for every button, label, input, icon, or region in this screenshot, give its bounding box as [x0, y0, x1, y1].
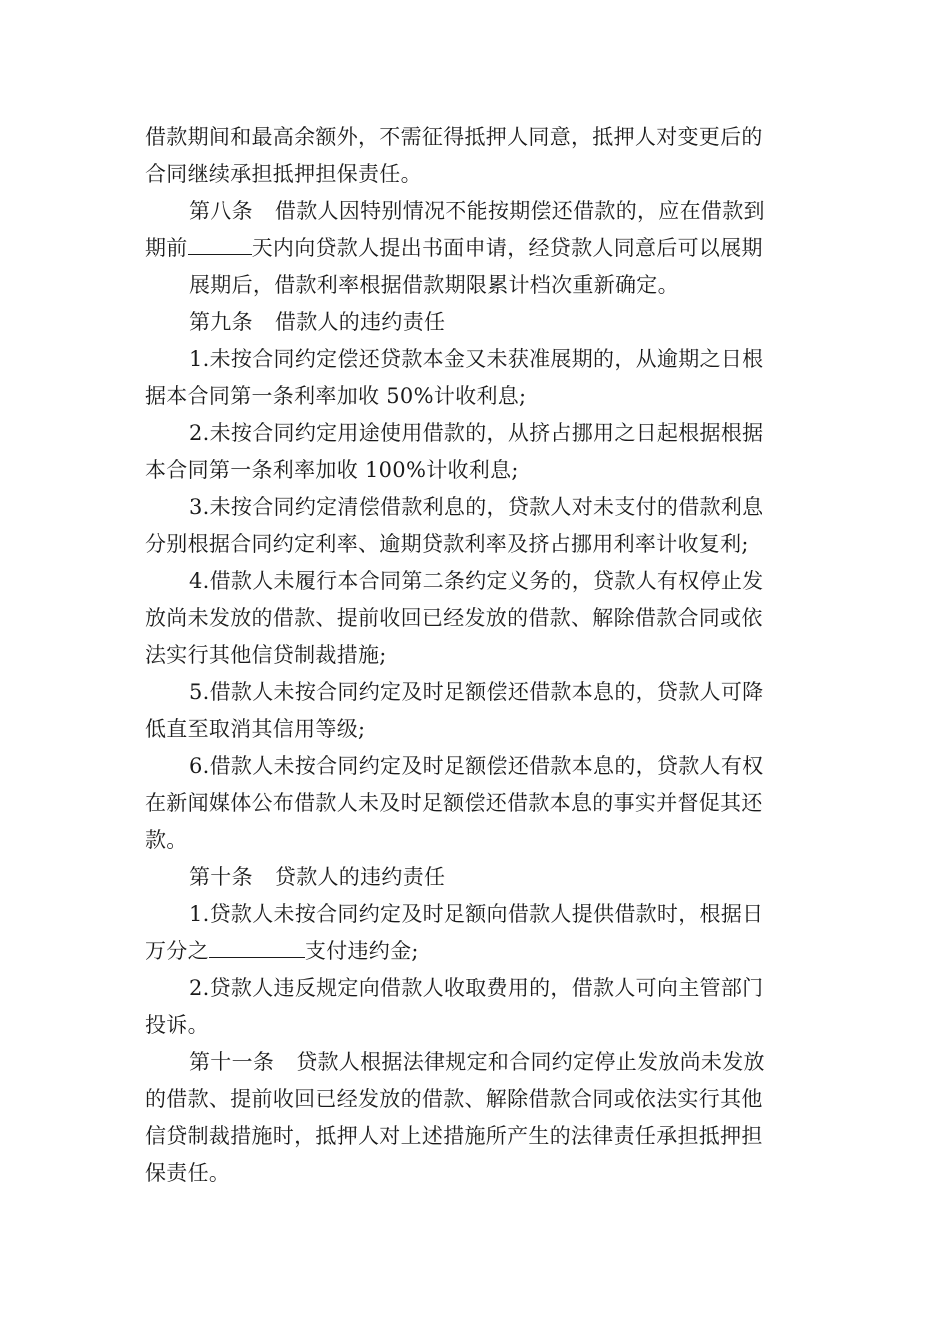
text-fragment: 借款人因特别情况不能按期偿还借款的，应在借款到	[274, 199, 765, 223]
article-10-line	[145, 859, 810, 896]
list-item: 分别根据合同约定利率、逾期贷款利率及挤占挪用利率计收复利;	[145, 532, 749, 556]
list-item: 放尚未发放的借款、提前收回已经发放的借款、解除借款合同或依	[145, 606, 763, 630]
list-item: 款。	[145, 828, 188, 852]
text-line: 保责任。	[145, 1161, 231, 1185]
text-line: 借款期间和最高余额外，不需征得抵押人同意，抵押人对变更后的	[145, 125, 763, 149]
text-fragment: 贷款人根据法律规定和合同约定停止发放尚未发放	[296, 1050, 765, 1074]
list-item: 6.借款人未按合同约定及时足额偿还借款本息的，贷款人有权	[189, 754, 764, 778]
article-9-title: 借款人的违约责任	[274, 310, 446, 334]
list-item: 1.贷款人未按合同约定及时足额向借款人提供借款时，根据日	[189, 902, 764, 926]
list-item	[145, 933, 810, 970]
article-11-line	[145, 1044, 810, 1081]
list-item: 5.借款人未按合同约定及时足额偿还借款本息的，贷款人可降	[189, 680, 764, 704]
text-line: 的借款、提前收回已经发放的借款、解除借款合同或依法实行其他	[145, 1087, 763, 1111]
text-line: 信贷制裁措施时，抵押人对上述措施所产生的法律责任承担抵押担	[145, 1124, 763, 1148]
list-item: 4.借款人未履行本合同第二条约定义务的，贷款人有权停止发	[189, 569, 764, 593]
text-line: 展期后，借款利率根据借款期限累计档次重新确定。	[189, 273, 679, 297]
document-page	[145, 119, 810, 1192]
list-item: 2.贷款人违反规定向借款人收取费用的，借款人可向主管部门	[189, 976, 764, 1000]
article-8-line-2	[145, 230, 810, 267]
article-10-title: 贷款人的违约责任	[274, 865, 446, 889]
text-fragment: 万分之	[145, 939, 209, 963]
list-item: 3.未按合同约定清偿借款利息的，贷款人对未支付的借款利息	[189, 495, 764, 519]
article-10-heading: 第十条	[189, 865, 253, 889]
text-fragment: 天内向贷款人提出书面申请，经贷款人同意后可以展期	[251, 236, 763, 260]
list-item: 低直至取消其信用等级;	[145, 717, 366, 741]
article-8-line	[145, 193, 810, 230]
list-item: 本合同第一条利率加收 100%计收利息;	[145, 458, 519, 482]
list-item: 法实行其他信贷制裁措施;	[145, 643, 387, 667]
text-line: 合同继续承担抵押担保责任。	[145, 162, 422, 186]
blank-days-field[interactable]	[188, 230, 252, 255]
article-9-heading: 第九条	[189, 310, 253, 334]
article-11-heading: 第十一条	[189, 1050, 275, 1074]
article-9-line	[145, 304, 810, 341]
article-8-heading: 第八条	[189, 199, 253, 223]
list-item: 在新闻媒体公布借款人未及时足额偿还借款本息的事实并督促其还	[145, 791, 763, 815]
list-item: 2.未按合同约定用途使用借款的，从挤占挪用之日起根据根据	[189, 421, 764, 445]
list-item: 1.未按合同约定偿还贷款本金又未获准展期的，从逾期之日根	[189, 347, 764, 371]
blank-rate-field[interactable]	[209, 933, 305, 958]
text-fragment: 期前	[145, 236, 188, 260]
list-item: 据本合同第一条利率加收 50%计收利息;	[145, 384, 527, 408]
list-item: 投诉。	[145, 1013, 209, 1037]
text-fragment: 支付违约金;	[304, 939, 419, 963]
